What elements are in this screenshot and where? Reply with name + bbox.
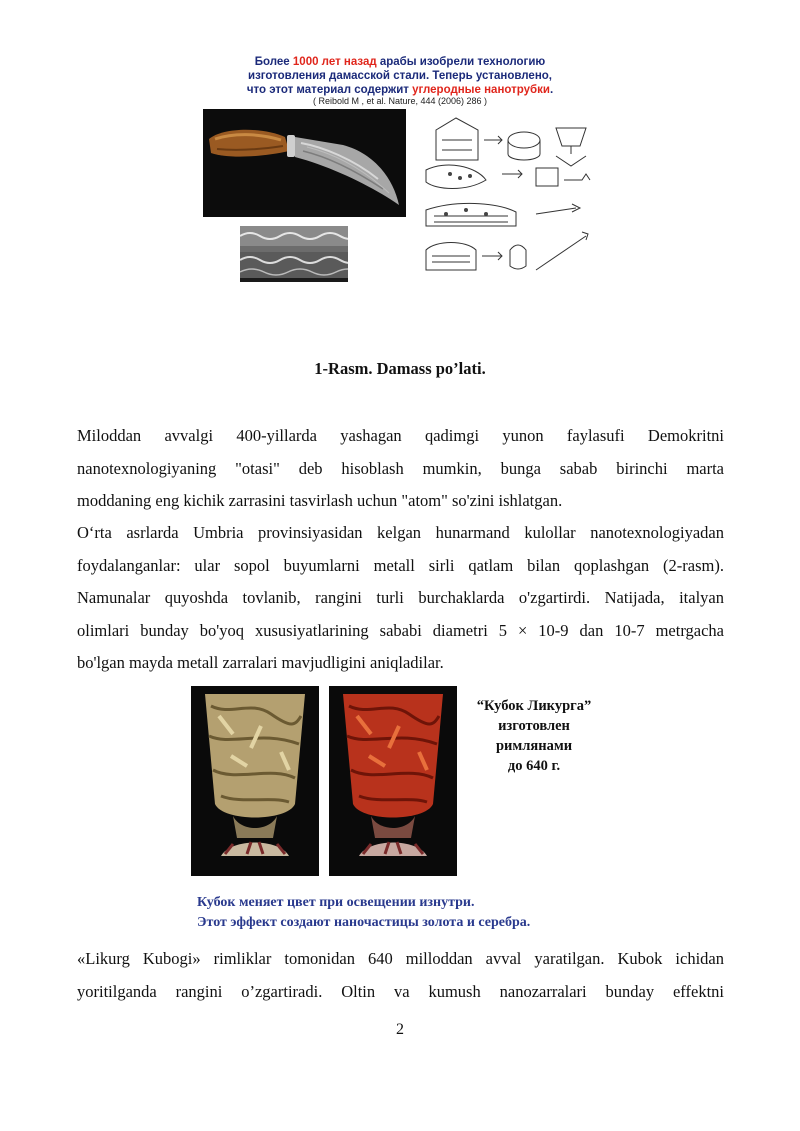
text-line: Miloddan avvalgi 400-yillarda yashagan qadimgi yunon faylasufi Demokritni [77,426,724,445]
text-line: bo'lgan mayda metall zarralari mavjudligini aniqladilar. [77,653,444,672]
text-line: yoritilganda rangini o’zgartiradi. Oltin va kumush nanozarralari bunday effektni [77,981,724,1001]
lycurgus-cup-label [455,696,613,776]
text-line: moddaning eng kichik zarrasini tasvirlash uchun "atom" so'zini ishlatgan. [77,491,563,510]
knife-photo [203,109,406,217]
paragraph-lycurgus [77,943,724,1008]
page-number: 2 [396,1021,404,1038]
paragraph-democritus [77,420,724,518]
caption-line: Этот эффект создают наночастицы золота и серебра. [197,915,531,930]
label-line: римлянами [495,738,573,754]
paragraph-umbria [77,517,724,680]
caption-highlight: углеродные нанотрубки [412,84,550,96]
figure1-caption [200,55,600,97]
figure2-caption [197,893,530,933]
label-line: до 640 г. [507,758,561,774]
figure1-reference: ( Reibold M , et al. Nature, 444 (2006) 286 ) [312,96,488,106]
figure1-title: 1-Rasm. Damass po’lati. [314,359,486,378]
label-line: “Кубок Ликурга” [476,698,592,714]
forging-process-diagram [406,110,606,285]
label-line: изготовлен [498,718,570,734]
steel-pattern-photo [240,226,348,282]
lycurgus-cup-reflected-photo [191,686,319,876]
caption-highlight: 1000 лет назад [292,56,377,68]
caption-line-2: изготовления дамасской стали. Теперь установлено, [248,70,552,82]
text-line: foydalanganlar: ular sopol buyumlarni metall sirli qatlam bilan qoplashgan (2-rasm). [77,555,724,575]
caption-line-3: что этот материал содержит углеродные нанотрубки. [246,84,554,96]
text-line: olimlari bunday bo'yoq xususiyatlarining sababi diametri 5 × 10-9 dan 10-7 metrgacha [77,620,724,640]
caption-line: Кубок меняет цвет при освещении изнутри. [197,895,475,910]
text-line: O‘rta asrlarda Umbria provinsiyasidan kelgan hunarmand kulollar nanotexnologiyadan [77,523,724,542]
text-line: nanotexnologiyaning "otasi" deb hisoblash mumkin, bunga sabab birinchi marta [77,458,724,478]
lycurgus-cup-transmitted-photo [329,686,457,876]
text-line: «Likurg Kubogi» rimliklar tomonidan 640 milloddan avval yaratilgan. Kubok ichidan [77,949,724,968]
caption-line-1: Более 1000 лет назад арабы изобрели технологию [254,56,546,68]
text-line: Namunalar quyoshda tovlanib, rangini turli burchaklarda o'zgartirdi. Natijada, italyan [77,588,724,607]
